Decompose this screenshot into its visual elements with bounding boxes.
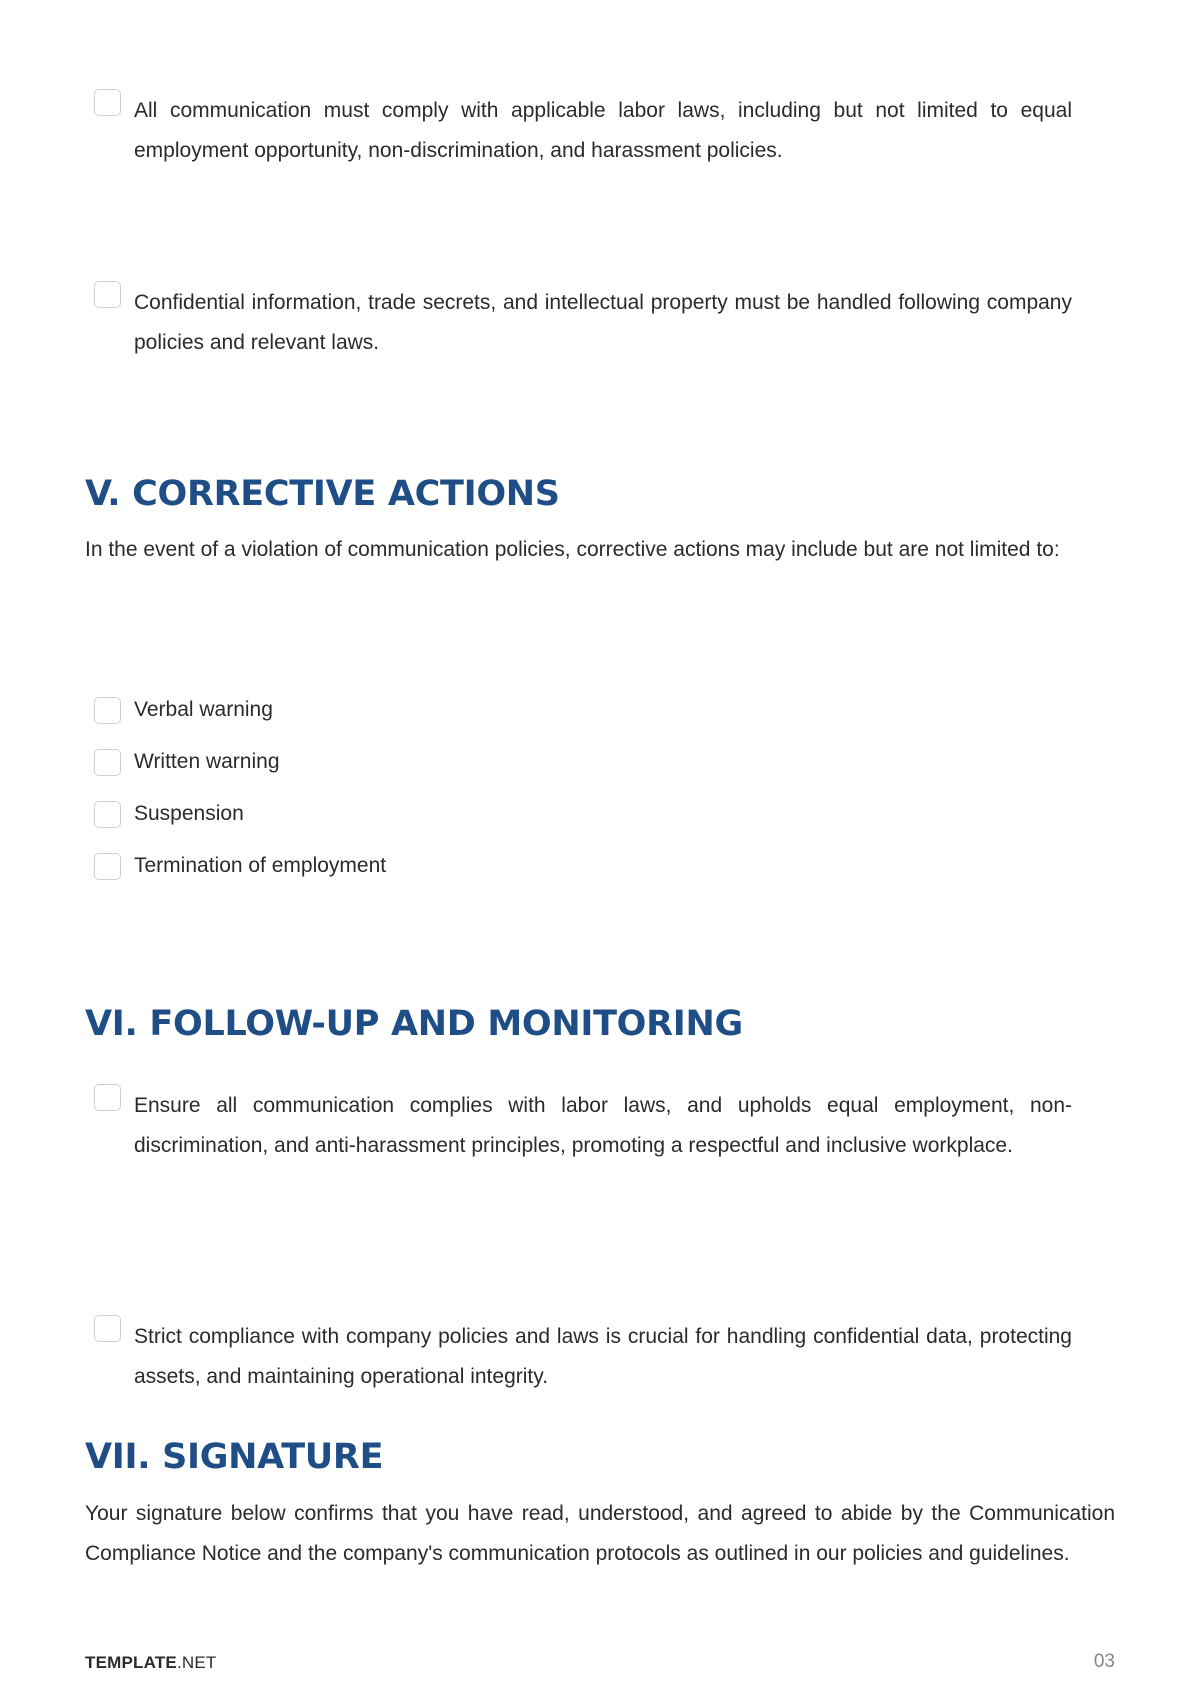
checklist-item-text: Strict compliance with company policies and laws is crucial for handling confidential data, protecting assets, and maintaining operational integrity.	[134, 1325, 1072, 1388]
checkbox[interactable]	[94, 801, 121, 828]
checkbox[interactable]	[94, 853, 121, 880]
brand-bold: TEMPLATE	[85, 1653, 177, 1672]
section-heading-follow-up: VI. FOLLOW-UP AND MONITORING	[85, 1004, 743, 1044]
checkbox[interactable]	[94, 89, 121, 116]
brand-suffix: .NET	[176, 1653, 217, 1672]
checklist-item-text: Written warning	[134, 750, 280, 773]
checkbox[interactable]	[94, 1315, 121, 1342]
checklist-item-text: Verbal warning	[134, 698, 273, 721]
checklist-item-text: Confidential information, trade secrets, and intellectual property must be handled following company policies and relevant laws.	[134, 291, 1072, 354]
checkbox[interactable]	[94, 1084, 121, 1111]
checklist-item-text: Termination of employment	[134, 854, 387, 877]
section-heading-corrective-actions: V. CORRECTIVE ACTIONS	[85, 474, 560, 514]
checkbox[interactable]	[94, 281, 121, 308]
checkbox[interactable]	[94, 749, 121, 776]
signature-paragraph: Your signature below confirms that you have read, understood, and agreed to abide by the Communication Compliance Notice and the company's communication protocols as outlined in our policies and guidelines.	[85, 1502, 1115, 1565]
section-heading-signature: VII. SIGNATURE	[85, 1437, 384, 1477]
checklist-item-text: All communication must comply with applicable labor laws, including but not limited to equal employment opportunity, non-discrimination, and harassment policies.	[134, 99, 1072, 162]
checklist-item-text: Suspension	[134, 802, 244, 825]
footer-brand-logo	[85, 1653, 216, 1673]
corrective-actions-intro: In the event of a violation of communication policies, corrective actions may include but are not limited to:	[85, 538, 1060, 561]
checklist-item-text: Ensure all communication complies with labor laws, and upholds equal employment, non-discrimination, and anti-harassment principles, promoting a respectful and inclusive workplace.	[134, 1094, 1072, 1157]
checkbox[interactable]	[94, 697, 121, 724]
page-number: 03	[1093, 1651, 1115, 1672]
